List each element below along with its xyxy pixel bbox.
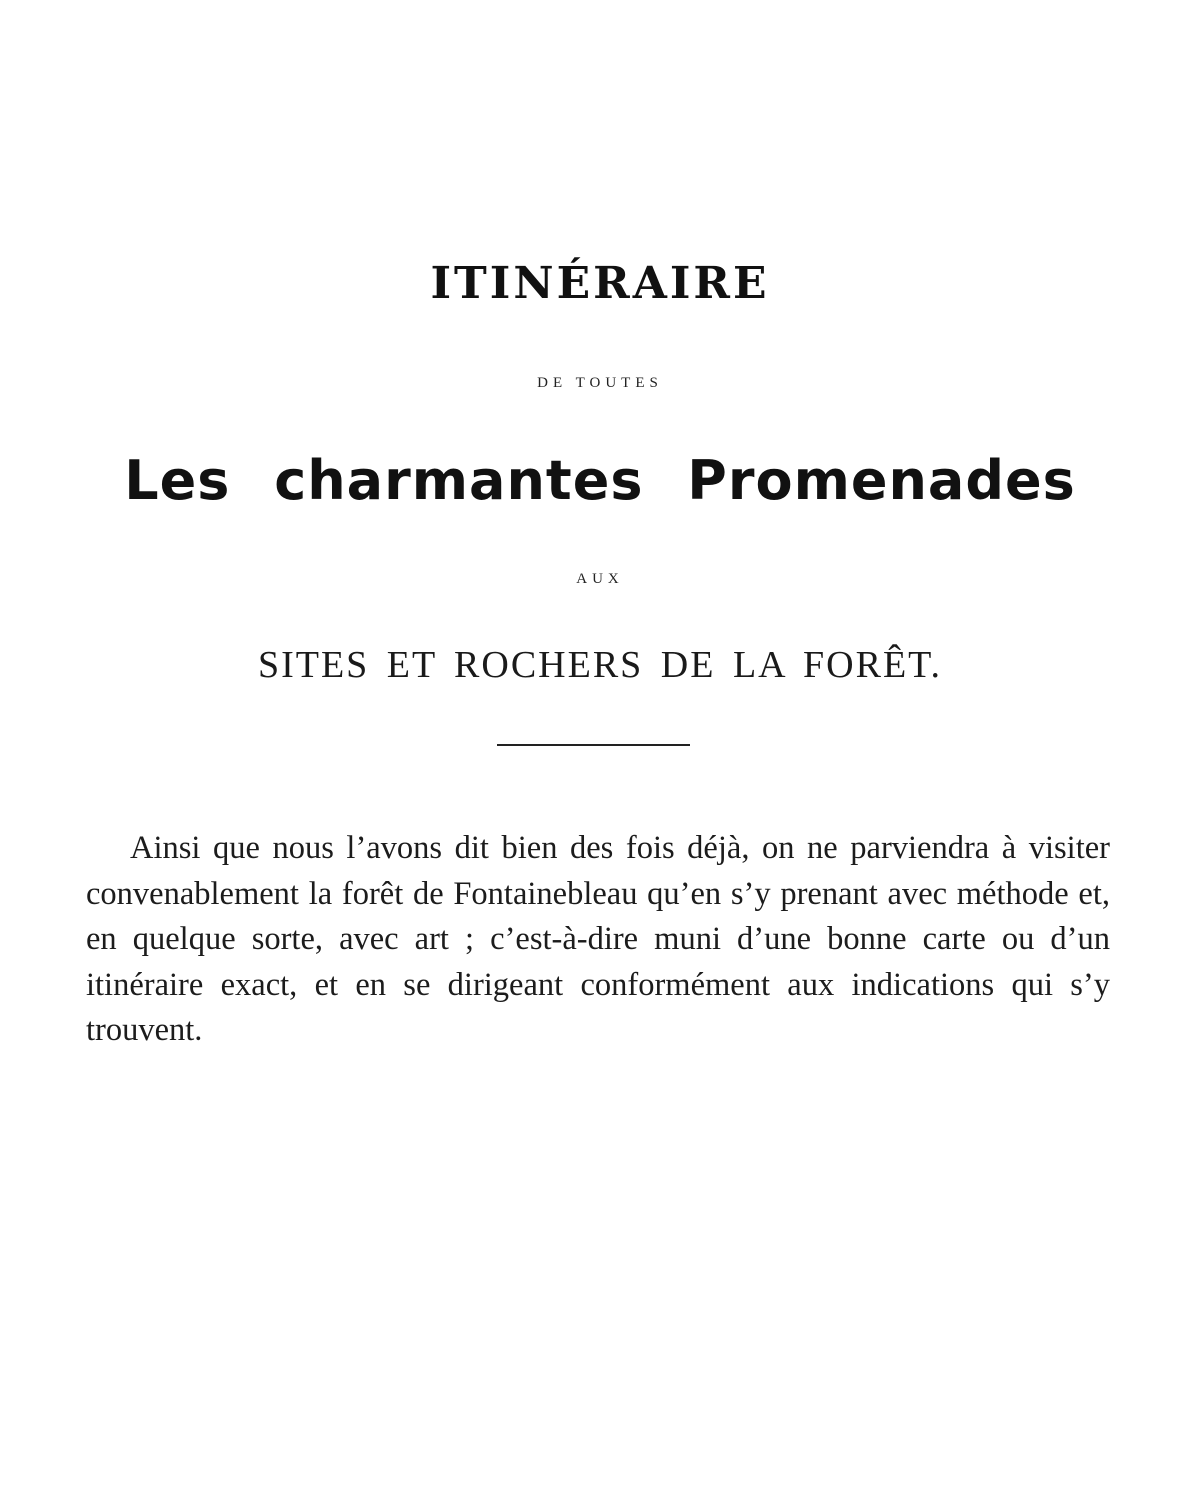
subtitle-aux: AUX — [576, 571, 624, 587]
large-title: Les charmantes Promenades — [124, 449, 1076, 512]
divider-rule — [497, 744, 690, 746]
main-title: ITINÉRAIRE — [430, 258, 770, 309]
section-title: SITES ET ROCHERS DE LA FORÊT. — [257, 644, 943, 686]
body-paragraph: Ainsi que nous l’avons dit bien des fois déjà, on ne parviendra à visiter convenablement la forêt de Fontainebleau qu’en s’y prenant avec méthode et, en quelque sorte, avec art ; c’est-à-dire muni d’une bonne carte ou d’un itinéraire exact, et en se dirigeant conformément aux indications qui s’y trouvent. — [86, 830, 1110, 1048]
subtitle-de-toutes: DE TOUTES — [537, 375, 663, 391]
